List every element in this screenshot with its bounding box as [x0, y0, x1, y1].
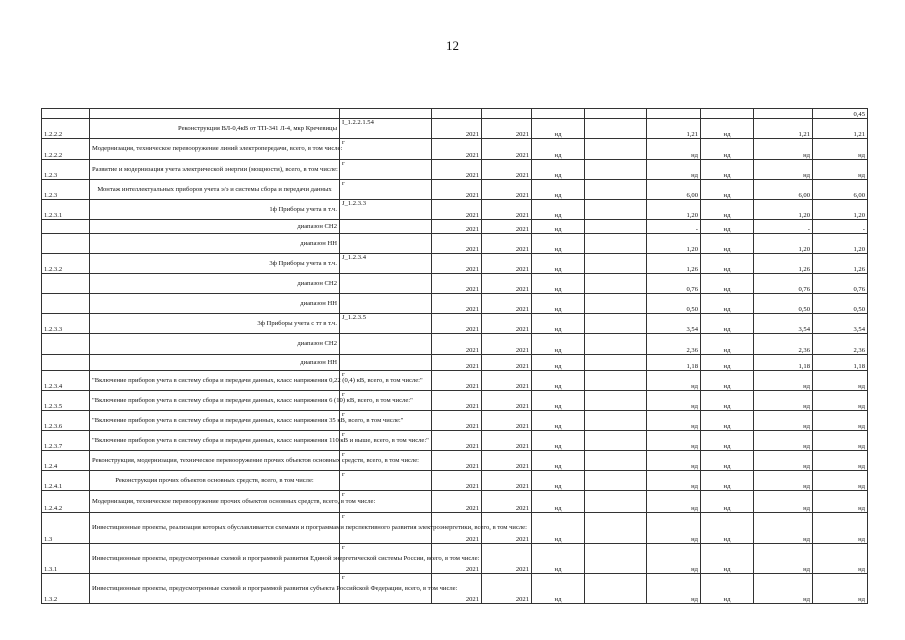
row-year-start: 2021	[432, 200, 482, 220]
row-value-5: 6,00	[754, 180, 813, 200]
row-value-1: нд	[532, 180, 585, 200]
row-value-6: 1,26	[813, 254, 868, 274]
row-value-6: 1,20	[813, 200, 868, 220]
row-project-id: J_1.2.3.4	[340, 254, 432, 274]
row-value-2	[585, 544, 647, 574]
row-year-start: 2021	[432, 139, 482, 160]
row-value-6: нд	[813, 544, 868, 574]
row-project-id: J_1.2.3.3	[340, 200, 432, 220]
row-year-start: 2021	[432, 160, 482, 180]
row-year-start: 2021	[432, 294, 482, 314]
row-code: 1.2.3	[42, 160, 90, 180]
row-name: Реконструкция прочих объектов основных средств, всего, в том числе:	[90, 471, 340, 491]
row-value-5: нд	[754, 160, 813, 180]
row-value-3: нд	[647, 491, 701, 513]
row-name: Инвестиционные проекты, реализация которых обуславливается схемами и программами перспективного развития электроэнергетики, всего, в том числе:	[90, 513, 340, 544]
row-project-id: I_1.2.2.1.54	[340, 119, 432, 139]
row-year-end: 2021	[482, 220, 532, 234]
row-value-3: 1,26	[647, 254, 701, 274]
row-value-5: нд	[754, 491, 813, 513]
table-row	[42, 119, 868, 139]
row-value-4: нд	[701, 294, 754, 314]
row-value-3: нд	[647, 139, 701, 160]
row-value-3: 1,20	[647, 234, 701, 254]
table-row	[42, 371, 868, 391]
row-value-6: -	[813, 220, 868, 234]
row-value-1: нд	[532, 220, 585, 234]
row-value-3: нд	[647, 544, 701, 574]
row-value-1: нд	[532, 411, 585, 431]
row-value-6: 6,00	[813, 180, 868, 200]
row-value-6: 0,45	[813, 109, 868, 119]
row-year-start: 2021	[432, 431, 482, 451]
table-row	[42, 254, 868, 274]
row-value-1: нд	[532, 334, 585, 355]
row-project-id: г	[340, 451, 432, 471]
row-name: диапазон СН2	[90, 334, 340, 355]
row-project-id: г	[340, 371, 432, 391]
row-value-2	[585, 574, 647, 604]
row-value-1: нд	[532, 274, 585, 294]
row-value-2	[585, 274, 647, 294]
row-value-5: 1,20	[754, 234, 813, 254]
row-value-1: нд	[532, 451, 585, 471]
row-value-2	[585, 513, 647, 544]
row-year-end: 2021	[482, 431, 532, 451]
row-value-4: нд	[701, 471, 754, 491]
table-row	[42, 334, 868, 355]
table-row	[42, 294, 868, 314]
row-year-start	[432, 109, 482, 119]
row-value-6: нд	[813, 411, 868, 431]
row-value-6: 0,76	[813, 274, 868, 294]
row-value-1: нд	[532, 254, 585, 274]
row-value-6: 1,21	[813, 119, 868, 139]
row-project-id: г	[340, 431, 432, 451]
table-row	[42, 220, 868, 234]
row-value-4: нд	[701, 355, 754, 371]
row-year-start: 2021	[432, 314, 482, 334]
row-year-end: 2021	[482, 544, 532, 574]
row-value-3	[647, 109, 701, 119]
row-value-2	[585, 119, 647, 139]
row-project-id: г	[340, 471, 432, 491]
row-value-1: нд	[532, 160, 585, 180]
row-value-6: нд	[813, 574, 868, 604]
row-project-id: г	[340, 513, 432, 544]
row-value-6: 1,20	[813, 234, 868, 254]
row-value-2	[585, 160, 647, 180]
row-value-2	[585, 411, 647, 431]
row-name: Реконструкция, модернизация, техническое перевооружение прочих объектов основных средств, всего, в том числе:	[90, 451, 340, 471]
row-value-4: нд	[701, 513, 754, 544]
row-value-4: нд	[701, 491, 754, 513]
row-value-2	[585, 234, 647, 254]
table-body	[42, 109, 868, 604]
row-project-id	[340, 274, 432, 294]
row-value-2	[585, 180, 647, 200]
row-value-3: 3,54	[647, 314, 701, 334]
row-value-6: нд	[813, 513, 868, 544]
row-value-2	[585, 200, 647, 220]
row-year-end: 2021	[482, 200, 532, 220]
row-code: 1.2.3.4	[42, 371, 90, 391]
row-value-1: нд	[532, 371, 585, 391]
row-name: 3ф Приборы учета с тт в т.ч.	[90, 314, 340, 334]
row-value-4: нд	[701, 574, 754, 604]
row-year-start: 2021	[432, 411, 482, 431]
row-code: 1.2.4.1	[42, 471, 90, 491]
row-code	[42, 274, 90, 294]
row-value-4: нд	[701, 119, 754, 139]
row-value-2	[585, 491, 647, 513]
row-value-3: нд	[647, 431, 701, 451]
row-value-5: 3,54	[754, 314, 813, 334]
row-name: "Включение приборов учета в систему сбора и передачи данных, класс напряжения 35 кВ, всего, в том числе:"	[90, 411, 340, 431]
row-year-end: 2021	[482, 411, 532, 431]
row-year-end: 2021	[482, 294, 532, 314]
table-row	[42, 234, 868, 254]
row-name: диапазон СН2	[90, 274, 340, 294]
row-value-3: 0,50	[647, 294, 701, 314]
row-year-end: 2021	[482, 391, 532, 411]
row-code: 1.2.4.2	[42, 491, 90, 513]
row-name: 1ф Приборы учета в т.ч.	[90, 200, 340, 220]
row-value-4: нд	[701, 180, 754, 200]
table-row	[42, 160, 868, 180]
row-value-1: нд	[532, 391, 585, 411]
table-row	[42, 491, 868, 513]
row-value-5: нд	[754, 411, 813, 431]
row-year-start: 2021	[432, 391, 482, 411]
row-value-3: 2,36	[647, 334, 701, 355]
row-year-end: 2021	[482, 314, 532, 334]
row-year-start: 2021	[432, 471, 482, 491]
row-code: 1.3	[42, 513, 90, 544]
table-row	[42, 471, 868, 491]
row-year-start: 2021	[432, 234, 482, 254]
row-name: "Включение приборов учета в систему сбора и передачи данных, класс напряжения 110 кВ и выше, всего, в том числе:"	[90, 431, 340, 451]
row-project-id	[340, 355, 432, 371]
row-value-6: нд	[813, 139, 868, 160]
row-year-end: 2021	[482, 334, 532, 355]
row-value-4: нд	[701, 544, 754, 574]
page-number: 12	[446, 38, 459, 53]
row-value-2	[585, 314, 647, 334]
row-year-end: 2021	[482, 119, 532, 139]
investment-table	[41, 108, 868, 604]
row-value-2	[585, 254, 647, 274]
row-year-end: 2021	[482, 355, 532, 371]
row-value-6: нд	[813, 431, 868, 451]
row-year-start: 2021	[432, 334, 482, 355]
row-year-end: 2021	[482, 451, 532, 471]
row-value-3: -	[647, 220, 701, 234]
row-project-id: г	[340, 411, 432, 431]
row-project-id	[340, 294, 432, 314]
row-project-id: г	[340, 574, 432, 604]
row-value-3: 1,20	[647, 200, 701, 220]
row-year-end: 2021	[482, 274, 532, 294]
row-project-id	[340, 234, 432, 254]
row-value-5: 0,76	[754, 274, 813, 294]
row-value-6: нд	[813, 391, 868, 411]
row-value-5: нд	[754, 371, 813, 391]
row-value-3: нд	[647, 471, 701, 491]
row-value-4: нд	[701, 391, 754, 411]
row-value-4: нд	[701, 274, 754, 294]
row-value-6: нд	[813, 451, 868, 471]
row-value-3: нд	[647, 574, 701, 604]
row-year-end: 2021	[482, 471, 532, 491]
table-row	[42, 200, 868, 220]
row-year-end: 2021	[482, 160, 532, 180]
row-value-4: нд	[701, 371, 754, 391]
row-value-5: 1,18	[754, 355, 813, 371]
row-year-end	[482, 109, 532, 119]
row-value-1: нд	[532, 200, 585, 220]
row-year-start: 2021	[432, 119, 482, 139]
row-code: 1.2.3.7	[42, 431, 90, 451]
row-name: диапазон НН	[90, 234, 340, 254]
row-value-3: нд	[647, 513, 701, 544]
row-code: 1.2.3.2	[42, 254, 90, 274]
row-year-end: 2021	[482, 180, 532, 200]
row-value-5: -	[754, 220, 813, 234]
row-name: Модернизация, техническое перевооружение прочих объектов основных средств, всего, в том числе:	[90, 491, 340, 513]
table-row	[42, 513, 868, 544]
row-project-id: г	[340, 491, 432, 513]
row-name: Инвестиционные проекты, предусмотренные схемой и программой развития Единой энергетической системы России, всего, в том числе:	[90, 544, 340, 574]
row-value-6: нд	[813, 471, 868, 491]
row-code	[42, 355, 90, 371]
row-code: 1.3.1	[42, 544, 90, 574]
row-name: диапазон НН	[90, 294, 340, 314]
row-code: 1.2.3.1	[42, 200, 90, 220]
row-value-1: нд	[532, 471, 585, 491]
row-year-end: 2021	[482, 491, 532, 513]
row-value-5: 1,26	[754, 254, 813, 274]
row-year-start: 2021	[432, 371, 482, 391]
row-value-4: нд	[701, 334, 754, 355]
row-value-2	[585, 334, 647, 355]
row-value-2	[585, 220, 647, 234]
table-row	[42, 139, 868, 160]
row-value-6: нд	[813, 371, 868, 391]
row-value-5: 0,50	[754, 294, 813, 314]
row-value-5: нд	[754, 451, 813, 471]
row-value-1: нд	[532, 574, 585, 604]
row-value-3: нд	[647, 411, 701, 431]
row-value-5: нд	[754, 544, 813, 574]
row-year-start: 2021	[432, 451, 482, 471]
row-code	[42, 294, 90, 314]
row-value-1: нд	[532, 431, 585, 451]
row-value-5: нд	[754, 471, 813, 491]
row-value-1: нд	[532, 314, 585, 334]
row-project-id: г	[340, 391, 432, 411]
row-year-start: 2021	[432, 574, 482, 604]
row-value-5: нд	[754, 513, 813, 544]
row-value-4	[701, 109, 754, 119]
row-year-end: 2021	[482, 371, 532, 391]
row-year-start: 2021	[432, 544, 482, 574]
table-row	[42, 109, 868, 119]
row-value-3: 1,18	[647, 355, 701, 371]
row-project-id: г	[340, 160, 432, 180]
row-code: 1.2.3	[42, 180, 90, 200]
row-value-3: нд	[647, 371, 701, 391]
row-value-2	[585, 355, 647, 371]
row-name: диапазон СН2	[90, 220, 340, 234]
row-value-1: нд	[532, 491, 585, 513]
row-value-1: нд	[532, 119, 585, 139]
table-row	[42, 431, 868, 451]
row-code: 1.2.4	[42, 451, 90, 471]
row-value-4: нд	[701, 254, 754, 274]
row-year-end: 2021	[482, 513, 532, 544]
row-value-5: 2,36	[754, 334, 813, 355]
row-value-3: 0,76	[647, 274, 701, 294]
row-year-end: 2021	[482, 139, 532, 160]
table-row	[42, 180, 868, 200]
row-value-4: нд	[701, 160, 754, 180]
row-code: 1.2.2.2	[42, 139, 90, 160]
row-value-2	[585, 294, 647, 314]
row-value-4: нд	[701, 411, 754, 431]
row-project-id: г	[340, 544, 432, 574]
row-value-4: нд	[701, 220, 754, 234]
row-code	[42, 234, 90, 254]
row-year-start: 2021	[432, 513, 482, 544]
row-value-2	[585, 371, 647, 391]
row-name: Инвестиционные проекты, предусмотренные схемой и программой развития субъекта Российской Федерации, всего, в том числе:	[90, 574, 340, 604]
row-code: 1.2.3.6	[42, 411, 90, 431]
row-value-5	[754, 109, 813, 119]
row-value-6: 1,18	[813, 355, 868, 371]
row-project-id: J_1.2.3.5	[340, 314, 432, 334]
row-code: 1.2.3.5	[42, 391, 90, 411]
row-value-5: нд	[754, 139, 813, 160]
row-value-3: 6,00	[647, 180, 701, 200]
row-year-end: 2021	[482, 234, 532, 254]
row-value-5: 1,21	[754, 119, 813, 139]
row-code: 1.2.3.3	[42, 314, 90, 334]
row-name: "Включение приборов учета в систему сбора и передачи данных, класс напряжения 0,22 (0,4) кВ, всего, в том числе:"	[90, 371, 340, 391]
row-value-2	[585, 109, 647, 119]
row-value-4: нд	[701, 451, 754, 471]
row-value-3: нд	[647, 451, 701, 471]
row-value-1: нд	[532, 544, 585, 574]
row-code	[42, 109, 90, 119]
row-year-start: 2021	[432, 491, 482, 513]
row-value-4: нд	[701, 139, 754, 160]
row-value-2	[585, 471, 647, 491]
row-year-start: 2021	[432, 355, 482, 371]
row-value-3: нд	[647, 160, 701, 180]
row-code: 1.2.2.2	[42, 119, 90, 139]
row-year-end: 2021	[482, 574, 532, 604]
row-project-id	[340, 109, 432, 119]
table-row	[42, 544, 868, 574]
table-row	[42, 574, 868, 604]
table-row	[42, 411, 868, 431]
row-year-end: 2021	[482, 254, 532, 274]
row-name: Модернизация, техническое перевооружение линий электропередачи, всего, в том числе:	[90, 139, 340, 160]
row-value-1: нд	[532, 355, 585, 371]
row-value-4: нд	[701, 314, 754, 334]
table-row	[42, 451, 868, 471]
row-value-6: нд	[813, 491, 868, 513]
row-value-5: 1,20	[754, 200, 813, 220]
row-code	[42, 334, 90, 355]
row-name: "Включение приборов учета в систему сбора и передачи данных, класс напряжения 6 (10) кВ, всего, в том числе:"	[90, 391, 340, 411]
table-row	[42, 274, 868, 294]
row-value-1: нд	[532, 139, 585, 160]
row-value-2	[585, 431, 647, 451]
row-value-2	[585, 451, 647, 471]
row-name: Монтаж интеллектуальных приборов учета э/э и системы сбора и передачи данных	[90, 180, 340, 200]
row-value-6: 0,50	[813, 294, 868, 314]
row-value-2	[585, 139, 647, 160]
row-name	[90, 109, 340, 119]
row-value-3: нд	[647, 391, 701, 411]
row-name: диапазон НН	[90, 355, 340, 371]
row-year-start: 2021	[432, 220, 482, 234]
row-value-5: нд	[754, 391, 813, 411]
row-year-start: 2021	[432, 180, 482, 200]
row-value-6: 2,36	[813, 334, 868, 355]
row-year-start: 2021	[432, 254, 482, 274]
row-project-id	[340, 334, 432, 355]
row-value-6: нд	[813, 160, 868, 180]
table-row	[42, 391, 868, 411]
row-project-id: г	[340, 180, 432, 200]
row-value-1	[532, 109, 585, 119]
table-row	[42, 355, 868, 371]
row-year-start: 2021	[432, 274, 482, 294]
row-value-1: нд	[532, 513, 585, 544]
row-value-5: нд	[754, 574, 813, 604]
row-value-6: 3,54	[813, 314, 868, 334]
row-value-1: нд	[532, 234, 585, 254]
row-name: Развитие и модернизация учета электрической энергии (мощности), всего, в том числе:	[90, 160, 340, 180]
row-name: Реконструкция ВЛ-0,4кВ от ТП-341 Л-4, мкр Кречевицы	[90, 119, 340, 139]
row-value-4: нд	[701, 431, 754, 451]
row-project-id: г	[340, 139, 432, 160]
row-value-4: нд	[701, 200, 754, 220]
row-value-5: нд	[754, 431, 813, 451]
row-code	[42, 220, 90, 234]
row-value-1: нд	[532, 294, 585, 314]
row-value-2	[585, 391, 647, 411]
table-row	[42, 314, 868, 334]
row-code: 1.3.2	[42, 574, 90, 604]
row-project-id	[340, 220, 432, 234]
row-value-3: 1,21	[647, 119, 701, 139]
row-value-4: нд	[701, 234, 754, 254]
row-name: 3ф Приборы учета в т.ч.	[90, 254, 340, 274]
